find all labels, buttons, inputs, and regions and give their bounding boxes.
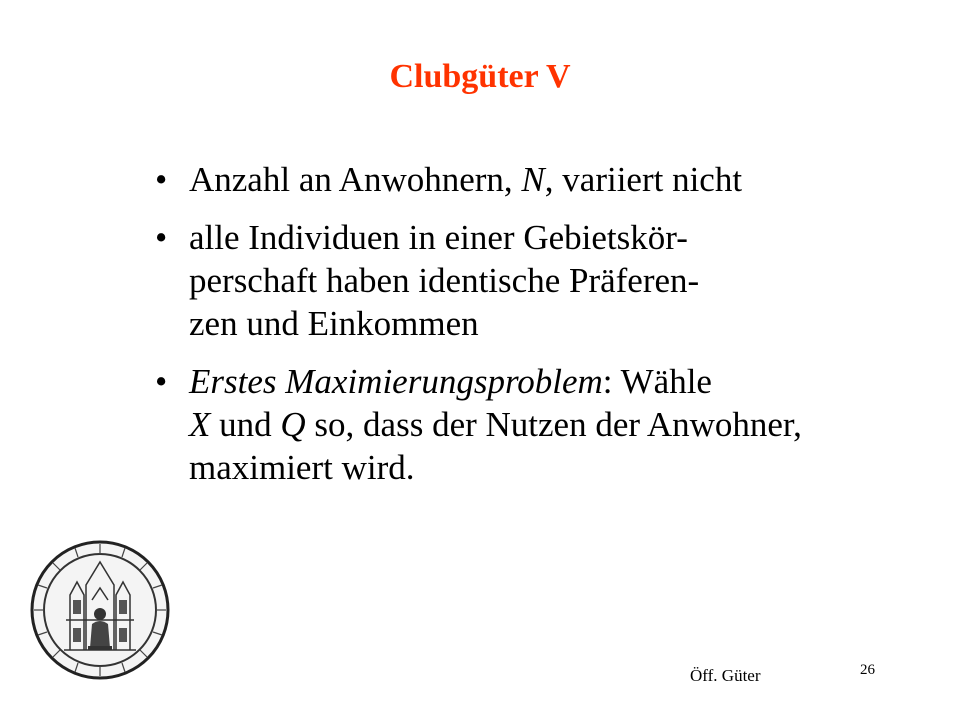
bullet-text: alle Individuen in einer Gebietskör- — [189, 218, 688, 257]
bullet-item — [155, 158, 855, 201]
bullet-item — [155, 216, 855, 345]
bullet-text-italic: X — [189, 405, 211, 444]
page-number: 26 — [860, 662, 875, 678]
bullet-text: , variiert nicht — [544, 160, 743, 199]
bullet-text-italic: Erstes Maximierungsproblem — [189, 362, 603, 401]
bullet-dot: • — [155, 218, 168, 257]
bullet-dot: • — [155, 362, 168, 401]
bullet-text-italic: Q — [280, 405, 306, 444]
bullet-text: perschaft haben identische Präferen- — [189, 261, 700, 300]
bullet-list — [155, 158, 855, 504]
bullet-text: Anzahl an Anwohnern, — [189, 160, 522, 199]
bullet-item — [155, 360, 855, 489]
bullet-text: zen und Einkommen — [189, 304, 479, 343]
bullet-text-italic: N — [521, 160, 545, 199]
bullet-text: und — [210, 405, 281, 444]
bullet-text: so, dass der Nutzen der Anwohner, maximiert wird. — [189, 405, 802, 487]
bullet-text: : Wähle — [602, 362, 712, 401]
bullet-dot: • — [155, 160, 168, 199]
slide-title: Clubgüter V — [389, 58, 571, 95]
university-seal-icon — [30, 540, 170, 680]
footer-text: Öff. Güter — [690, 666, 761, 685]
